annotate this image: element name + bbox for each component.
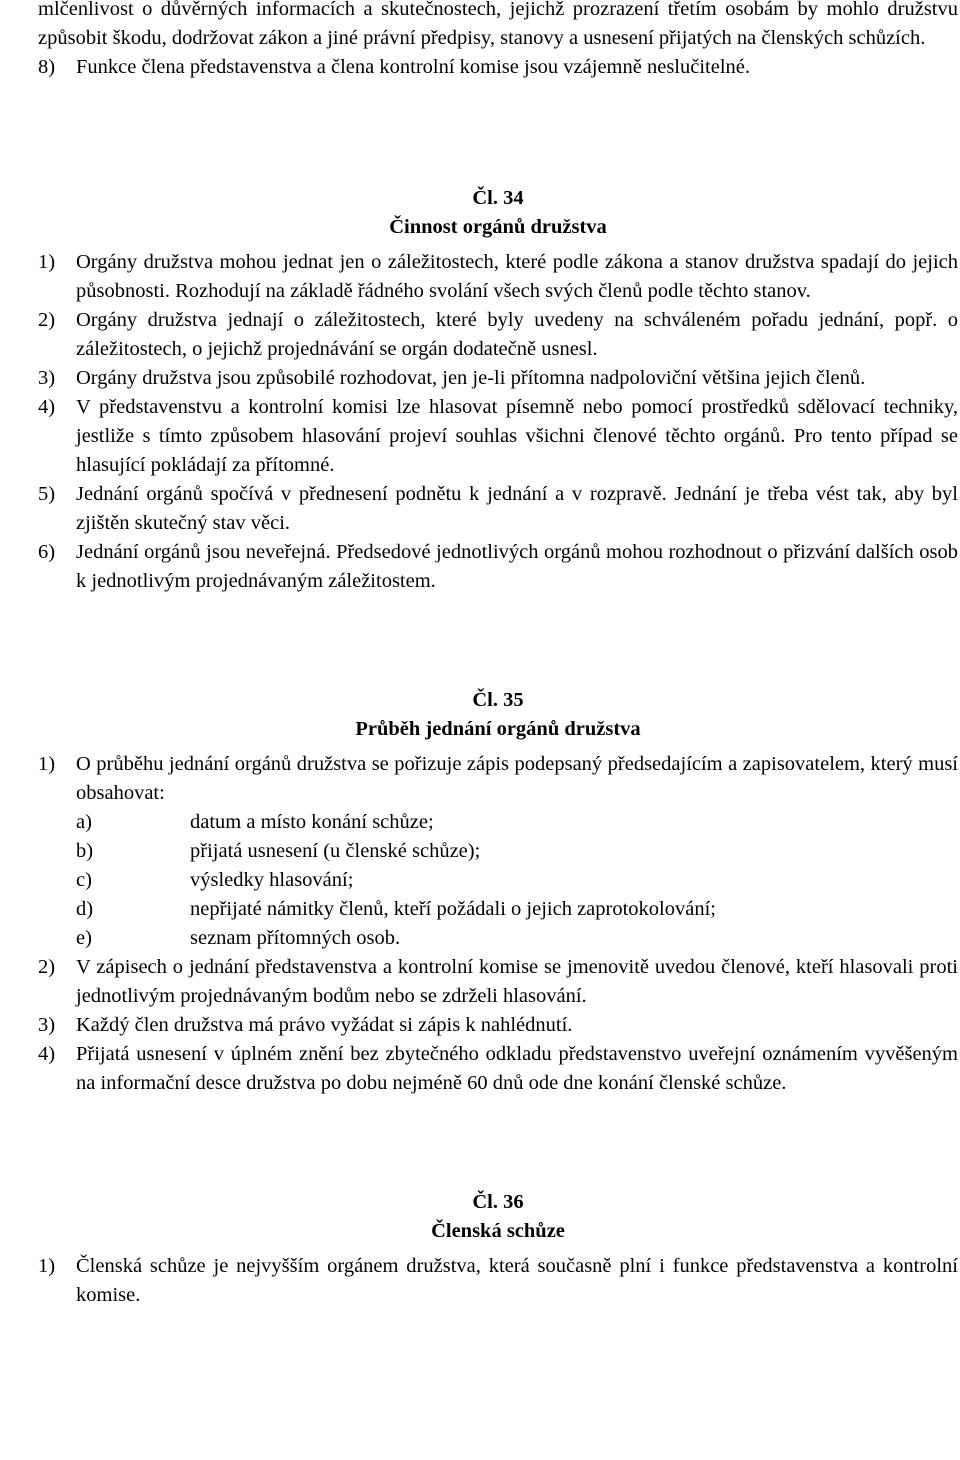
sub-item-text: nepřijaté námitky členů, kteří požádali o jejich zaprotokolování; <box>190 898 716 920</box>
item-number: 1) <box>38 753 56 775</box>
item-text: Funkce člena představenstva a člena kontrolní komise jsou vzájemně neslučitelné. <box>76 56 750 78</box>
list-item <box>38 1040 958 1098</box>
list-item <box>38 1252 958 1310</box>
sub-item-label: d) <box>76 898 94 920</box>
item-number: 5) <box>38 483 56 505</box>
item-number: 3) <box>38 367 56 389</box>
item-number: 2) <box>38 309 56 331</box>
list-item <box>38 248 958 306</box>
article-title: Průběh jednání orgánů družstva <box>355 718 641 740</box>
list-item <box>38 53 958 82</box>
list-item <box>38 538 958 596</box>
sub-item-text: výsledky hlasování; <box>190 869 354 891</box>
list-item <box>38 953 958 1011</box>
item-text: Jednání orgánů spočívá v přednesení podnětu k jednání a v rozpravě. Jednání je třeba vést tak, aby byl zjištěn skutečný stav věci. <box>76 483 958 534</box>
item-text: Členská schůze je nejvyšším orgánem družstva, která současně plní i funkce představenstva a kontrolní komise. <box>76 1255 958 1306</box>
sub-item-label: c) <box>76 869 92 891</box>
sub-item-label: e) <box>76 927 92 949</box>
article-number: Čl. 36 <box>472 1191 524 1213</box>
item-text: V představenstvu a kontrolní komisi lze hlasovat písemně nebo pomocí prostředků sdělovací techniky, jestliže s tímto způsobem hlasování projeví souhlas všichni členové těchto orgánů. Pro tento případ se hlasující pokládají za přítomné. <box>76 396 958 476</box>
item-number: 4) <box>38 1043 56 1065</box>
sub-item <box>76 837 958 866</box>
item-text: V zápisech o jednání představenstva a kontrolní komise se jmenovitě uvedou členové, kteří hlasovali proti jednotlivým projednávaným bodům nebo se zdrželi hlasování. <box>76 956 958 1007</box>
sub-item <box>76 895 958 924</box>
list-item <box>38 750 958 953</box>
list-item <box>38 1011 958 1040</box>
list-item <box>38 393 958 480</box>
sub-item <box>76 808 958 837</box>
article-number: Čl. 34 <box>472 187 524 209</box>
item-number: 8) <box>38 56 56 78</box>
list-item <box>38 480 958 538</box>
item-number: 1) <box>38 1255 56 1277</box>
item-number: 4) <box>38 396 56 418</box>
item-text: Jednání orgánů jsou neveřejná. Předsedové jednotlivých orgánů mohou rozhodnout o přizvání dalších osob k jednotlivým projednávaným záležitostem. <box>76 541 958 592</box>
item-text: O průběhu jednání orgánů družstva se pořizuje zápis podepsaný předsedajícím a zapisovatelem, který musí obsahovat: <box>76 753 958 804</box>
paragraph-continuation: mlčenlivost o důvěrných informacích a skutečnostech, jejichž prozrazení třetím osobám by mohlo družstvu způsobit škodu, dodržovat zákon a jiné právní předpisy, stanovy a usnesení přijatých na členských schůzích. <box>38 0 958 49</box>
sub-item <box>76 924 958 953</box>
item-text: Orgány družstva jednají o záležitostech, které byly uvedeny na schváleném pořadu jednání, popř. o záležitostech, o jejichž projednávání se orgán dodatečně usnesl. <box>76 309 958 360</box>
sub-item-label: b) <box>76 840 94 862</box>
sub-item-text: seznam přítomných osob. <box>190 927 401 949</box>
article-number: Čl. 35 <box>472 689 524 711</box>
item-text: Každý člen družstva má právo vyžádat si zápis k nahlédnutí. <box>76 1014 573 1036</box>
item-number: 1) <box>38 251 56 273</box>
list-item <box>38 306 958 364</box>
item-text: Orgány družstva jsou způsobilé rozhodovat, jen je-li přítomna nadpoloviční většina jejich členů. <box>76 367 866 389</box>
list-item <box>38 364 958 393</box>
item-text: Přijatá usnesení v úplném znění bez zbytečného odkladu představenstvo uveřejní oznámením vyvěšeným na informační desce družstva po dobu nejméně 60 dnů ode dne konání členské schůze. <box>76 1043 958 1094</box>
item-number: 3) <box>38 1014 56 1036</box>
sub-item <box>76 866 958 895</box>
item-number: 6) <box>38 541 56 563</box>
document-page <box>38 0 958 1310</box>
item-number: 2) <box>38 956 56 978</box>
article-title: Členská schůze <box>431 1220 565 1242</box>
article-title: Činnost orgánů družstva <box>389 216 607 238</box>
sub-item-text: přijatá usnesení (u členské schůze); <box>190 840 481 862</box>
item-text: Orgány družstva mohou jednat jen o záležitostech, které podle zákona a stanov družstva spadají do jejich působnosti. Rozhodují na základě řádného svolání všech svých členů podle těchto stanov. <box>76 251 958 302</box>
sub-item-label: a) <box>76 811 92 833</box>
sub-item-text: datum a místo konání schůze; <box>190 811 434 833</box>
